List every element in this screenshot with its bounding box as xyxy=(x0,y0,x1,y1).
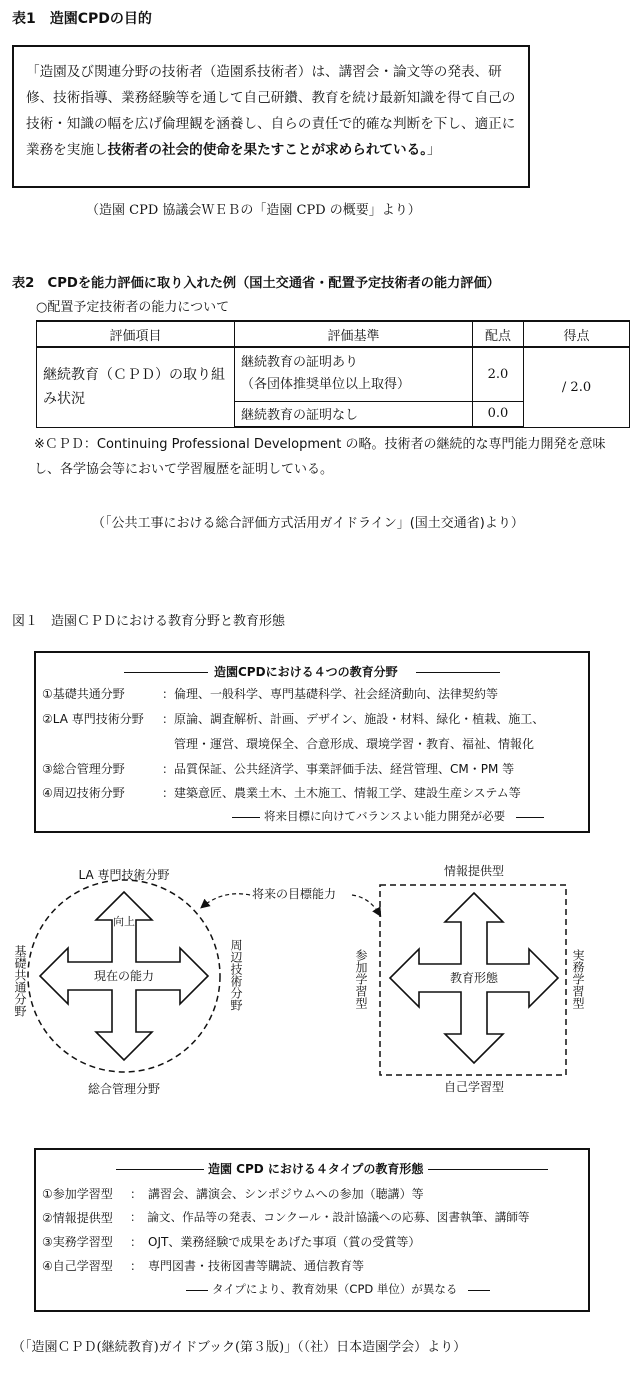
criteria-certified-line2: （各団体推奨単位以上取得） xyxy=(241,377,411,393)
points-not-certified: 0.0 xyxy=(473,401,524,427)
field-content-3: ：品質保証、公共経済学、事業評価手法、経営管理、CM・PM 等 xyxy=(162,762,515,776)
table1-title: 表1 造園CPDの目的 xyxy=(12,11,152,27)
evaluation-item: 継続教育（ＣＰＤ）の取り組み状況 xyxy=(37,347,235,427)
forms-footer: タイプにより、教育効果（CPD 単位）が異なる xyxy=(212,1282,458,1296)
fields-footer-rule-right xyxy=(516,817,544,818)
figure1-title: 図１ 造園ＣＰＤにおける教育分野と教育形態 xyxy=(12,614,286,629)
table2-subtitle: ○配置予定技術者の能力について xyxy=(36,300,230,315)
diagram-right-right-label: 実務学習型 xyxy=(571,949,585,1009)
figure1-source: （「造園ＣＰＤ(継続教育)ガイドブック(第３版)」（（社）日本造園学会）より） xyxy=(12,1340,467,1355)
form-name-4: ④自己学習型 xyxy=(42,1259,113,1273)
field-content-4: ：建築意匠、農業土木、土木施工、情報工学、建設生産システム等 xyxy=(162,786,521,800)
future-goal-arrow-left xyxy=(202,894,250,907)
future-goal-label: 将来の目標能力 xyxy=(252,887,337,901)
form-content-3: ： OJT、業務経験で成果をあげた事項（賞の受賞等） xyxy=(130,1235,421,1249)
fields-footer-rule-left xyxy=(232,817,260,818)
field-content-2: ：原論、調査解析、計画、デザイン、施設・材料、緑化・植栽、施工、 xyxy=(162,712,545,726)
education-diagram xyxy=(0,855,640,1105)
improve-label: 向上 xyxy=(113,915,135,928)
diagram-left-left-label: 基礎共通分野 xyxy=(13,945,27,1017)
purpose-quote-end: 」 xyxy=(427,142,441,158)
diagram-left-bottom-label: 総合管理分野 xyxy=(87,1082,161,1096)
criteria-certified-line1: 継続教育の証明あり xyxy=(241,355,359,371)
cpd-note: ※ＣＰＤ：Continuing Professional Development の略。技術者の継続的な専門能力開発を意味し、各学協会等において学習履歴を証明している。 xyxy=(34,437,606,477)
fields-header-rule-left xyxy=(124,672,208,673)
field-content-1: ：倫理、一般科学、専門基礎科学、社会経済動向、法律契約等 xyxy=(162,687,499,701)
table2-title: 表2 CPDを能力評価に取り入れた例（国土交通省・配置予定技術者の能力評価） xyxy=(12,276,500,291)
criteria-not-certified: 継続教育の証明なし xyxy=(235,401,473,427)
purpose-quote-text: 「造園及び関連分野の技術者（造園系技術者）は、講習会・論文等の発表、研修、技術指導、業務経験等を通して自己研鑽、教育を続け最新知識を得て自己の技術・知識の幅を広げ倫理観を涵養し、自らの責任で的確な判断を下し、適正に業務を実施し xyxy=(26,64,516,158)
form-content-1: ： 講習会、講演会、シンポジウムへの参加（聴講）等 xyxy=(130,1187,424,1201)
field-name-2: ②LA 専門技術分野 xyxy=(42,712,144,726)
table1-source: （造園 CPD 協議会ＷＥＢの「造園 CPD の概要」より） xyxy=(86,203,421,218)
education-fields-box xyxy=(34,651,590,833)
forms-footer-rule-left xyxy=(186,1290,208,1291)
form-name-2: ②情報提供型 xyxy=(42,1211,113,1225)
forms-header-rule-right xyxy=(428,1169,548,1170)
education-forms-box xyxy=(34,1148,590,1312)
diagram-right-bottom-label: 自己学習型 xyxy=(443,1080,505,1094)
points-certified: 2.0 xyxy=(473,347,524,401)
fields-header-rule-right xyxy=(416,672,500,673)
education-form-label: 教育形態 xyxy=(449,971,499,985)
diagram-right-left-label: 参加学習型 xyxy=(354,949,368,1009)
form-name-3: ③実務学習型 xyxy=(42,1235,113,1249)
diagram-right-top-label: 情報提供型 xyxy=(443,864,505,878)
diagram-left-right-label: 周辺技術分野 xyxy=(229,939,243,1011)
fields-footer: 将来目標に向けてバランスよい能力開発が必要 xyxy=(264,809,506,823)
purpose-quote xyxy=(26,59,522,163)
header-criteria: 評価基準 xyxy=(235,321,473,347)
form-content-2: ： 論文、作品等の発表、コンクール・設計協議への応募、図書執筆、講師等 xyxy=(130,1210,530,1224)
current-ability-label: 現在の能力 xyxy=(93,969,155,983)
future-goal-arrow-right xyxy=(352,895,380,915)
score-value: / 2.0 xyxy=(524,347,630,427)
diagram-left-top-label: LA 専門技術分野 xyxy=(78,868,170,882)
purpose-quote-emphasis: 技術者の社会的使命を果たすことが求められている。 xyxy=(107,142,428,158)
header-score: 得点 xyxy=(524,321,630,347)
form-name-1: ①参加学習型 xyxy=(42,1187,113,1201)
forms-header-rule-left xyxy=(116,1169,204,1170)
forms-header: 造園 CPD における４タイプの教育形態 xyxy=(208,1162,424,1176)
evaluation-table xyxy=(36,320,630,428)
purpose-quote-box xyxy=(12,45,530,188)
table2-source: （「公共工事における総合評価方式活用ガイドライン」(国土交通省)より） xyxy=(92,516,524,531)
forms-footer-rule-right xyxy=(468,1290,490,1291)
fields-header: 造園CPDにおける４つの教育分野 xyxy=(214,665,398,679)
field-name-3: ③総合管理分野 xyxy=(42,762,125,776)
field-name-4: ④周辺技術分野 xyxy=(42,786,125,800)
criteria-certified xyxy=(235,347,473,401)
header-item: 評価項目 xyxy=(37,321,235,347)
header-points: 配点 xyxy=(473,321,524,347)
field-name-1: ①基礎共通分野 xyxy=(42,687,125,701)
form-content-4: ： 専門図書・技術図書等購読、通信教育等 xyxy=(130,1259,365,1273)
field-content-2b: 管理・運営、環境保全、合意形成、環境学習・教育、福祉、情報化 xyxy=(174,737,535,751)
